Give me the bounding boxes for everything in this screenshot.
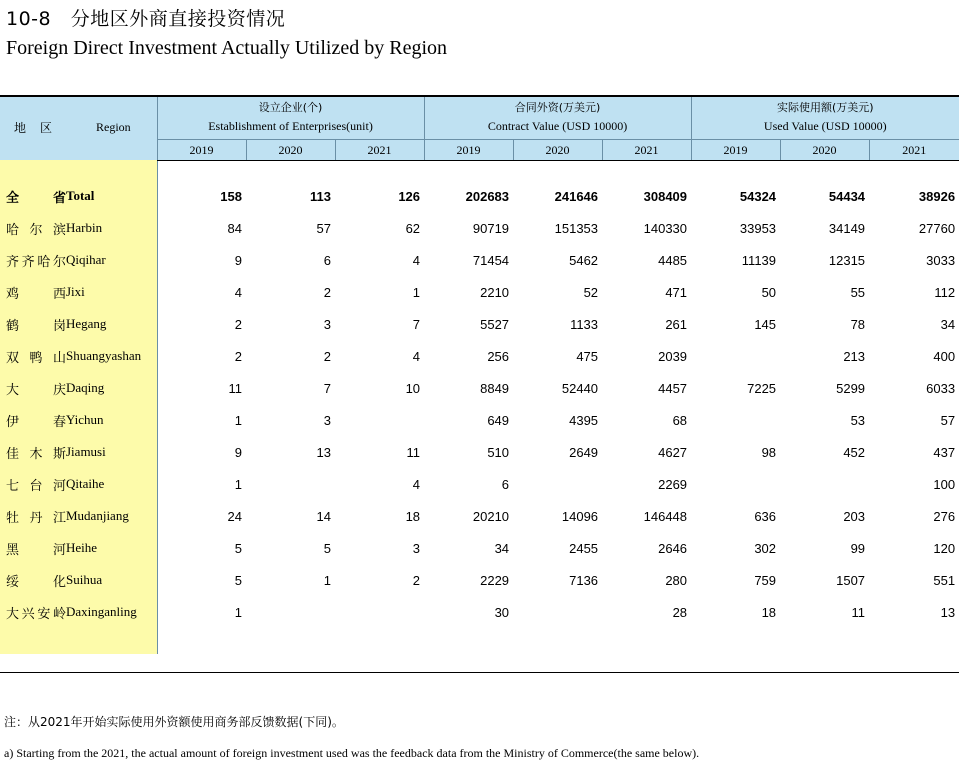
region-name-en: Heihe [66, 540, 98, 555]
value-cell: 649 [487, 412, 510, 428]
value-cell: 3 [323, 412, 331, 428]
value-cell: 2229 [480, 572, 510, 588]
region-name-cn: 鸡 西 [6, 286, 66, 302]
value-cell: 4627 [658, 444, 688, 460]
value-cell: 1 [323, 572, 331, 588]
value-cell: 11 [228, 380, 242, 396]
value-cell: 18 [405, 508, 421, 524]
value-cell [513, 596, 602, 628]
value-cell: 7225 [747, 380, 777, 396]
value-cell [780, 468, 869, 500]
spacer-cell [691, 628, 780, 654]
value-cell: 99 [850, 540, 866, 556]
value-cell: 50 [761, 284, 777, 300]
group-header-used [691, 95, 959, 140]
region-name-en: Suihua [66, 572, 103, 587]
value-cell: 11 [851, 604, 866, 620]
spacer-cell [335, 628, 424, 654]
value-cell: 5299 [836, 380, 866, 396]
region-name-cn: 佳 木 斯 [6, 446, 66, 462]
value-cell: 276 [933, 508, 956, 524]
value-cell: 78 [850, 316, 866, 332]
region-name-cn: 七 台 河 [6, 478, 66, 494]
region-cell [0, 372, 157, 404]
value-cell: 1 [234, 476, 242, 492]
spacer-cell [513, 160, 602, 180]
value-cell: 14096 [561, 508, 599, 524]
value-cell: 158 [220, 188, 242, 204]
value-cell: 4 [412, 476, 421, 492]
value-cell: 3 [412, 540, 421, 556]
group-header-cn: 设立企业(个) [258, 101, 323, 114]
value-cell: 12315 [828, 252, 866, 268]
region-cell [0, 596, 157, 628]
value-cell: 90719 [472, 220, 510, 236]
region-name-en: Daxinganling [66, 604, 137, 619]
value-cell: 452 [843, 444, 866, 460]
spacer-cell [0, 628, 157, 654]
value-cell: 2269 [658, 476, 688, 492]
value-cell: 10 [405, 380, 421, 396]
year-header: 2019 [424, 140, 513, 161]
region-cell [0, 180, 157, 212]
value-cell: 11 [406, 444, 421, 460]
value-cell: 98 [761, 444, 777, 460]
value-cell: 8849 [480, 380, 510, 396]
table-row [0, 564, 959, 596]
table-row [0, 532, 959, 564]
group-header-enterprises [157, 95, 424, 140]
value-cell: 759 [754, 572, 777, 588]
value-cell: 2 [412, 572, 421, 588]
value-cell: 4 [412, 348, 421, 364]
table-row [0, 276, 959, 308]
table-row [0, 436, 959, 468]
value-cell: 11139 [741, 252, 777, 268]
value-cell: 5527 [480, 316, 510, 332]
value-cell: 4485 [658, 252, 688, 268]
spacer-cell [602, 160, 691, 180]
value-cell: 4395 [569, 412, 599, 428]
region-name-cn: 双 鸭 山 [6, 350, 66, 366]
value-cell: 30 [494, 604, 510, 620]
value-cell: 1507 [836, 572, 866, 588]
region-cell [0, 404, 157, 436]
total-row [0, 180, 959, 212]
region-cell [0, 244, 157, 276]
value-cell: 9 [234, 252, 242, 268]
value-cell: 2649 [569, 444, 599, 460]
value-cell: 4457 [658, 380, 688, 396]
value-cell: 27760 [918, 220, 956, 236]
region-name-en: Yichun [66, 412, 104, 427]
value-cell: 54434 [828, 188, 866, 204]
table-row [0, 500, 959, 532]
value-cell: 5 [323, 540, 331, 556]
value-cell: 62 [405, 220, 421, 236]
table-row [0, 244, 959, 276]
value-cell: 34149 [828, 220, 866, 236]
spacer-cell [335, 160, 424, 180]
spacer-cell [780, 628, 869, 654]
header-bottom-rule [157, 160, 959, 161]
value-cell: 202683 [465, 188, 510, 204]
value-cell: 18 [761, 604, 777, 620]
spacer-cell [157, 628, 246, 654]
value-cell [246, 596, 335, 628]
header-group-row [0, 95, 959, 140]
value-cell: 4 [412, 252, 421, 268]
table-row [0, 372, 959, 404]
region-name-en: Jixi [66, 284, 85, 299]
value-cell: 1 [234, 604, 242, 620]
value-cell: 84 [227, 220, 242, 236]
value-cell: 302 [754, 540, 777, 556]
year-header: 2019 [691, 140, 780, 161]
value-cell: 2039 [658, 348, 688, 364]
value-cell: 33953 [739, 220, 777, 236]
value-cell: 213 [843, 348, 866, 364]
region-cell [0, 308, 157, 340]
region-name-cn: 哈 尔 滨 [6, 222, 66, 238]
value-cell: 146448 [643, 508, 688, 524]
value-cell: 7136 [569, 572, 599, 588]
table-row [0, 404, 959, 436]
value-cell: 4 [234, 284, 242, 300]
region-name-en: Total [66, 188, 95, 203]
value-cell: 54324 [739, 188, 777, 204]
value-cell: 34 [940, 316, 956, 332]
value-cell: 261 [665, 316, 688, 332]
table-row [0, 308, 959, 340]
value-cell: 126 [398, 188, 421, 204]
value-cell: 475 [576, 348, 599, 364]
value-cell: 71454 [472, 252, 510, 268]
year-header: 2020 [246, 140, 335, 161]
region-cell [0, 212, 157, 244]
value-cell: 1 [412, 284, 421, 300]
value-cell: 400 [933, 348, 956, 364]
table-row [0, 340, 959, 372]
value-cell [691, 404, 780, 436]
value-cell: 13 [316, 444, 331, 460]
year-header: 2019 [157, 140, 246, 161]
region-name-cn: 黑 河 [6, 542, 66, 558]
value-cell: 52 [583, 284, 599, 300]
year-header: 2021 [602, 140, 691, 161]
value-cell: 38926 [918, 188, 956, 204]
group-header-cn: 合同外资(万美元) [514, 101, 601, 114]
table-body [0, 160, 959, 654]
value-cell: 636 [754, 508, 777, 524]
spacer-cell [602, 628, 691, 654]
value-cell: 3 [323, 316, 331, 332]
value-cell [335, 596, 424, 628]
spacer-cell [780, 160, 869, 180]
region-cell [0, 276, 157, 308]
region-name-cn: 大 兴 安 岭 [6, 606, 66, 622]
value-cell: 2455 [569, 540, 599, 556]
region-name-en: Shuangyashan [66, 348, 142, 363]
region-cell [0, 564, 157, 596]
value-cell [335, 404, 424, 436]
spacer-row [0, 160, 959, 180]
value-cell: 68 [672, 412, 688, 428]
spacer-cell [246, 628, 335, 654]
region-name-en: Mudanjiang [66, 508, 129, 523]
spacer-cell [513, 628, 602, 654]
region-name-en: Jiamusi [66, 444, 106, 459]
value-cell: 5 [234, 540, 242, 556]
value-cell: 113 [310, 188, 331, 204]
table-title-en: Foreign Direct Investment Actually Utilized by Region [6, 37, 448, 59]
value-cell: 1133 [570, 316, 599, 332]
value-cell: 140330 [643, 220, 688, 236]
group-header-en: Used Value (USD 10000) [763, 119, 887, 133]
year-header: 2020 [513, 140, 602, 161]
value-cell: 510 [487, 444, 510, 460]
region-name-cn: 伊 春 [6, 414, 66, 430]
spacer-cell [691, 160, 780, 180]
region-name-en: Qiqihar [66, 252, 106, 267]
year-header: 2021 [335, 140, 424, 161]
table-row [0, 468, 959, 500]
region-name-cn: 牡 丹 江 [6, 510, 66, 526]
value-cell: 203 [843, 508, 866, 524]
region-name-cn: 全 省 [6, 190, 66, 206]
value-cell: 100 [933, 476, 956, 492]
value-cell: 2210 [480, 284, 510, 300]
value-cell: 2 [234, 316, 242, 332]
year-header: 2020 [780, 140, 869, 161]
spacer-row [0, 628, 959, 654]
value-cell: 280 [665, 572, 688, 588]
value-cell [691, 468, 780, 500]
value-cell [691, 340, 780, 372]
spacer-cell [869, 628, 959, 654]
region-name-cn: 齐 齐 哈 尔 [6, 254, 66, 270]
value-cell: 5462 [569, 252, 599, 268]
spacer-cell [157, 160, 246, 180]
value-cell: 55 [850, 284, 866, 300]
group-header-en: Contract Value (USD 10000) [487, 119, 628, 133]
fdi-table [0, 95, 959, 654]
value-cell: 2 [234, 348, 242, 364]
group-header-cn: 实际使用额(万美元) [777, 101, 874, 114]
value-cell: 145 [754, 316, 777, 332]
table-title-cn [6, 4, 285, 31]
value-cell: 28 [672, 604, 688, 620]
spacer-cell [424, 160, 513, 180]
value-cell: 3033 [926, 252, 956, 268]
footnote-cn: 注：从2021年开始实际使用外资额使用商务部反馈数据(下同)。 [4, 715, 344, 729]
value-cell [246, 468, 335, 500]
region-header-cn: 地区 [14, 121, 67, 135]
value-cell: 52440 [561, 380, 599, 396]
group-header-en: Establishment of Enterprises(unit) [208, 119, 373, 133]
value-cell: 2 [323, 348, 331, 364]
value-cell: 7 [323, 380, 331, 396]
region-name-cn: 绥 化 [6, 574, 66, 590]
region-header [0, 95, 157, 160]
value-cell: 120 [933, 540, 956, 556]
table-row [0, 212, 959, 244]
value-cell: 6 [501, 476, 510, 492]
value-cell: 7 [412, 316, 421, 332]
value-cell: 14 [316, 508, 331, 524]
footnote-en: a) Starting from the 2021, the actual amount of foreign investment used was the feedback data from the Ministry of Commerce(the same below). [4, 746, 700, 760]
region-cell [0, 500, 157, 532]
spacer-cell [424, 628, 513, 654]
value-cell: 6033 [926, 380, 956, 396]
region-cell [0, 340, 157, 372]
value-cell: 5 [234, 572, 242, 588]
spacer-cell [869, 160, 959, 180]
value-cell: 2646 [658, 540, 688, 556]
region-name-cn: 大 庆 [6, 382, 66, 398]
value-cell [513, 468, 602, 500]
table-bottom-rule [0, 672, 959, 673]
value-cell: 471 [665, 284, 688, 300]
value-cell: 57 [316, 220, 331, 236]
value-cell: 1 [234, 412, 242, 428]
value-cell: 20210 [472, 508, 510, 524]
region-cell [0, 436, 157, 468]
value-cell: 6 [323, 252, 331, 268]
value-cell: 57 [940, 412, 956, 428]
value-cell: 551 [933, 572, 956, 588]
value-cell: 241646 [554, 188, 599, 204]
year-header: 2021 [869, 140, 959, 161]
value-cell: 256 [487, 348, 510, 364]
table-row [0, 596, 959, 628]
value-cell: 24 [227, 508, 242, 524]
value-cell: 437 [933, 444, 956, 460]
value-cell: 34 [494, 540, 510, 556]
region-name-en: Qitaihe [66, 476, 105, 491]
value-cell: 151353 [554, 220, 599, 236]
region-name-en: Hegang [66, 316, 107, 331]
group-header-contract [424, 95, 691, 140]
spacer-cell [246, 160, 335, 180]
value-cell: 53 [850, 412, 866, 428]
region-cell [0, 532, 157, 564]
value-cell: 308409 [643, 188, 688, 204]
region-name-en: Daqing [66, 380, 105, 395]
value-cell: 13 [940, 604, 956, 620]
table-title-cn-text: 分地区外商直接投资情况 [70, 8, 286, 30]
table-number: 10-8 [6, 8, 52, 30]
region-name-en: Harbin [66, 220, 103, 235]
region-header-en: Region [96, 120, 131, 134]
spacer-cell [0, 160, 157, 180]
value-cell: 112 [934, 284, 956, 300]
table-top-rule [0, 95, 959, 97]
region-cell [0, 468, 157, 500]
value-cell: 2 [323, 284, 331, 300]
region-name-cn: 鹤 岗 [6, 318, 66, 334]
value-cell: 9 [234, 444, 242, 460]
